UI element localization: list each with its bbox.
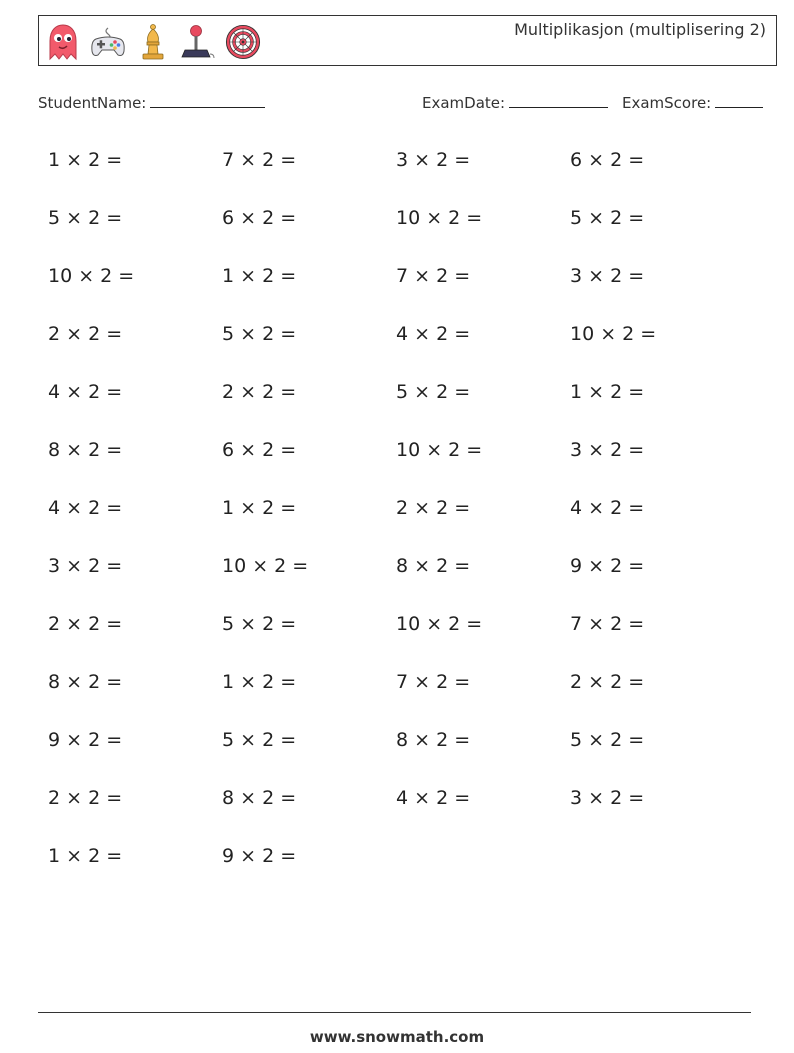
chess-bishop-icon: [135, 22, 171, 62]
gamepad-icon: [90, 22, 126, 62]
joystick-icon: [180, 22, 216, 62]
problem: 5 × 2 =: [48, 207, 123, 229]
problem: 7 × 2 =: [396, 671, 471, 693]
exam-score-blank[interactable]: [715, 92, 763, 108]
problem: 2 × 2 =: [48, 323, 123, 345]
problem: 9 × 2 =: [48, 729, 123, 751]
problem: 4 × 2 =: [396, 323, 471, 345]
exam-score-field: [622, 92, 763, 112]
exam-score-label: ExamScore:: [622, 94, 712, 112]
exam-date-field: [422, 92, 608, 112]
problem: 1 × 2 =: [222, 265, 297, 287]
problem: 4 × 2 =: [48, 497, 123, 519]
problem: 8 × 2 =: [396, 729, 471, 751]
problem: 3 × 2 =: [48, 555, 123, 577]
worksheet-title: Multiplikasjon (multiplisering 2): [514, 20, 766, 39]
problem: 10 × 2 =: [396, 207, 483, 229]
problem: 8 × 2 =: [222, 787, 297, 809]
ghost-icon: [45, 22, 81, 62]
problem: 9 × 2 =: [570, 555, 645, 577]
problem: 5 × 2 =: [222, 323, 297, 345]
problem: 8 × 2 =: [48, 671, 123, 693]
problem: 3 × 2 =: [396, 149, 471, 171]
problem: 2 × 2 =: [396, 497, 471, 519]
footer-divider: [38, 1012, 751, 1013]
exam-date-label: ExamDate:: [422, 94, 506, 112]
problem: 10 × 2 =: [48, 265, 135, 287]
problem: 2 × 2 =: [48, 613, 123, 635]
problem: 4 × 2 =: [396, 787, 471, 809]
problem: 1 × 2 =: [48, 845, 123, 867]
problem: 8 × 2 =: [48, 439, 123, 461]
problem: 8 × 2 =: [396, 555, 471, 577]
problem: 6 × 2 =: [222, 207, 297, 229]
problem: 5 × 2 =: [570, 207, 645, 229]
problem: 6 × 2 =: [222, 439, 297, 461]
problem: 7 × 2 =: [570, 613, 645, 635]
problem: 10 × 2 =: [570, 323, 657, 345]
problem: 7 × 2 =: [222, 149, 297, 171]
icon-strip: [45, 21, 270, 63]
problem: 2 × 2 =: [48, 787, 123, 809]
exam-date-blank[interactable]: [509, 92, 608, 108]
problem: 9 × 2 =: [222, 845, 297, 867]
problem: 5 × 2 =: [222, 613, 297, 635]
problem: 10 × 2 =: [222, 555, 309, 577]
problem: 3 × 2 =: [570, 787, 645, 809]
problem-grid: [48, 131, 744, 885]
problem: 2 × 2 =: [570, 671, 645, 693]
student-name-field: [38, 92, 265, 112]
problem: 4 × 2 =: [570, 497, 645, 519]
problem: 10 × 2 =: [396, 613, 483, 635]
problem: 2 × 2 =: [222, 381, 297, 403]
worksheet-header: [38, 15, 777, 66]
dartboard-icon: [225, 22, 261, 62]
problem: 1 × 2 =: [222, 497, 297, 519]
problem: 10 × 2 =: [396, 439, 483, 461]
problem: 6 × 2 =: [570, 149, 645, 171]
footer-url: www.snowmath.com: [309, 1028, 485, 1046]
problem: 5 × 2 =: [396, 381, 471, 403]
student-name-label: StudentName:: [38, 94, 147, 112]
problem: 5 × 2 =: [570, 729, 645, 751]
problem: 1 × 2 =: [48, 149, 123, 171]
problem: 1 × 2 =: [222, 671, 297, 693]
problem: 5 × 2 =: [222, 729, 297, 751]
problem: 4 × 2 =: [48, 381, 123, 403]
problem: 3 × 2 =: [570, 439, 645, 461]
problem: 1 × 2 =: [570, 381, 645, 403]
problem: 3 × 2 =: [570, 265, 645, 287]
student-name-blank[interactable]: [150, 92, 265, 108]
problem: 7 × 2 =: [396, 265, 471, 287]
